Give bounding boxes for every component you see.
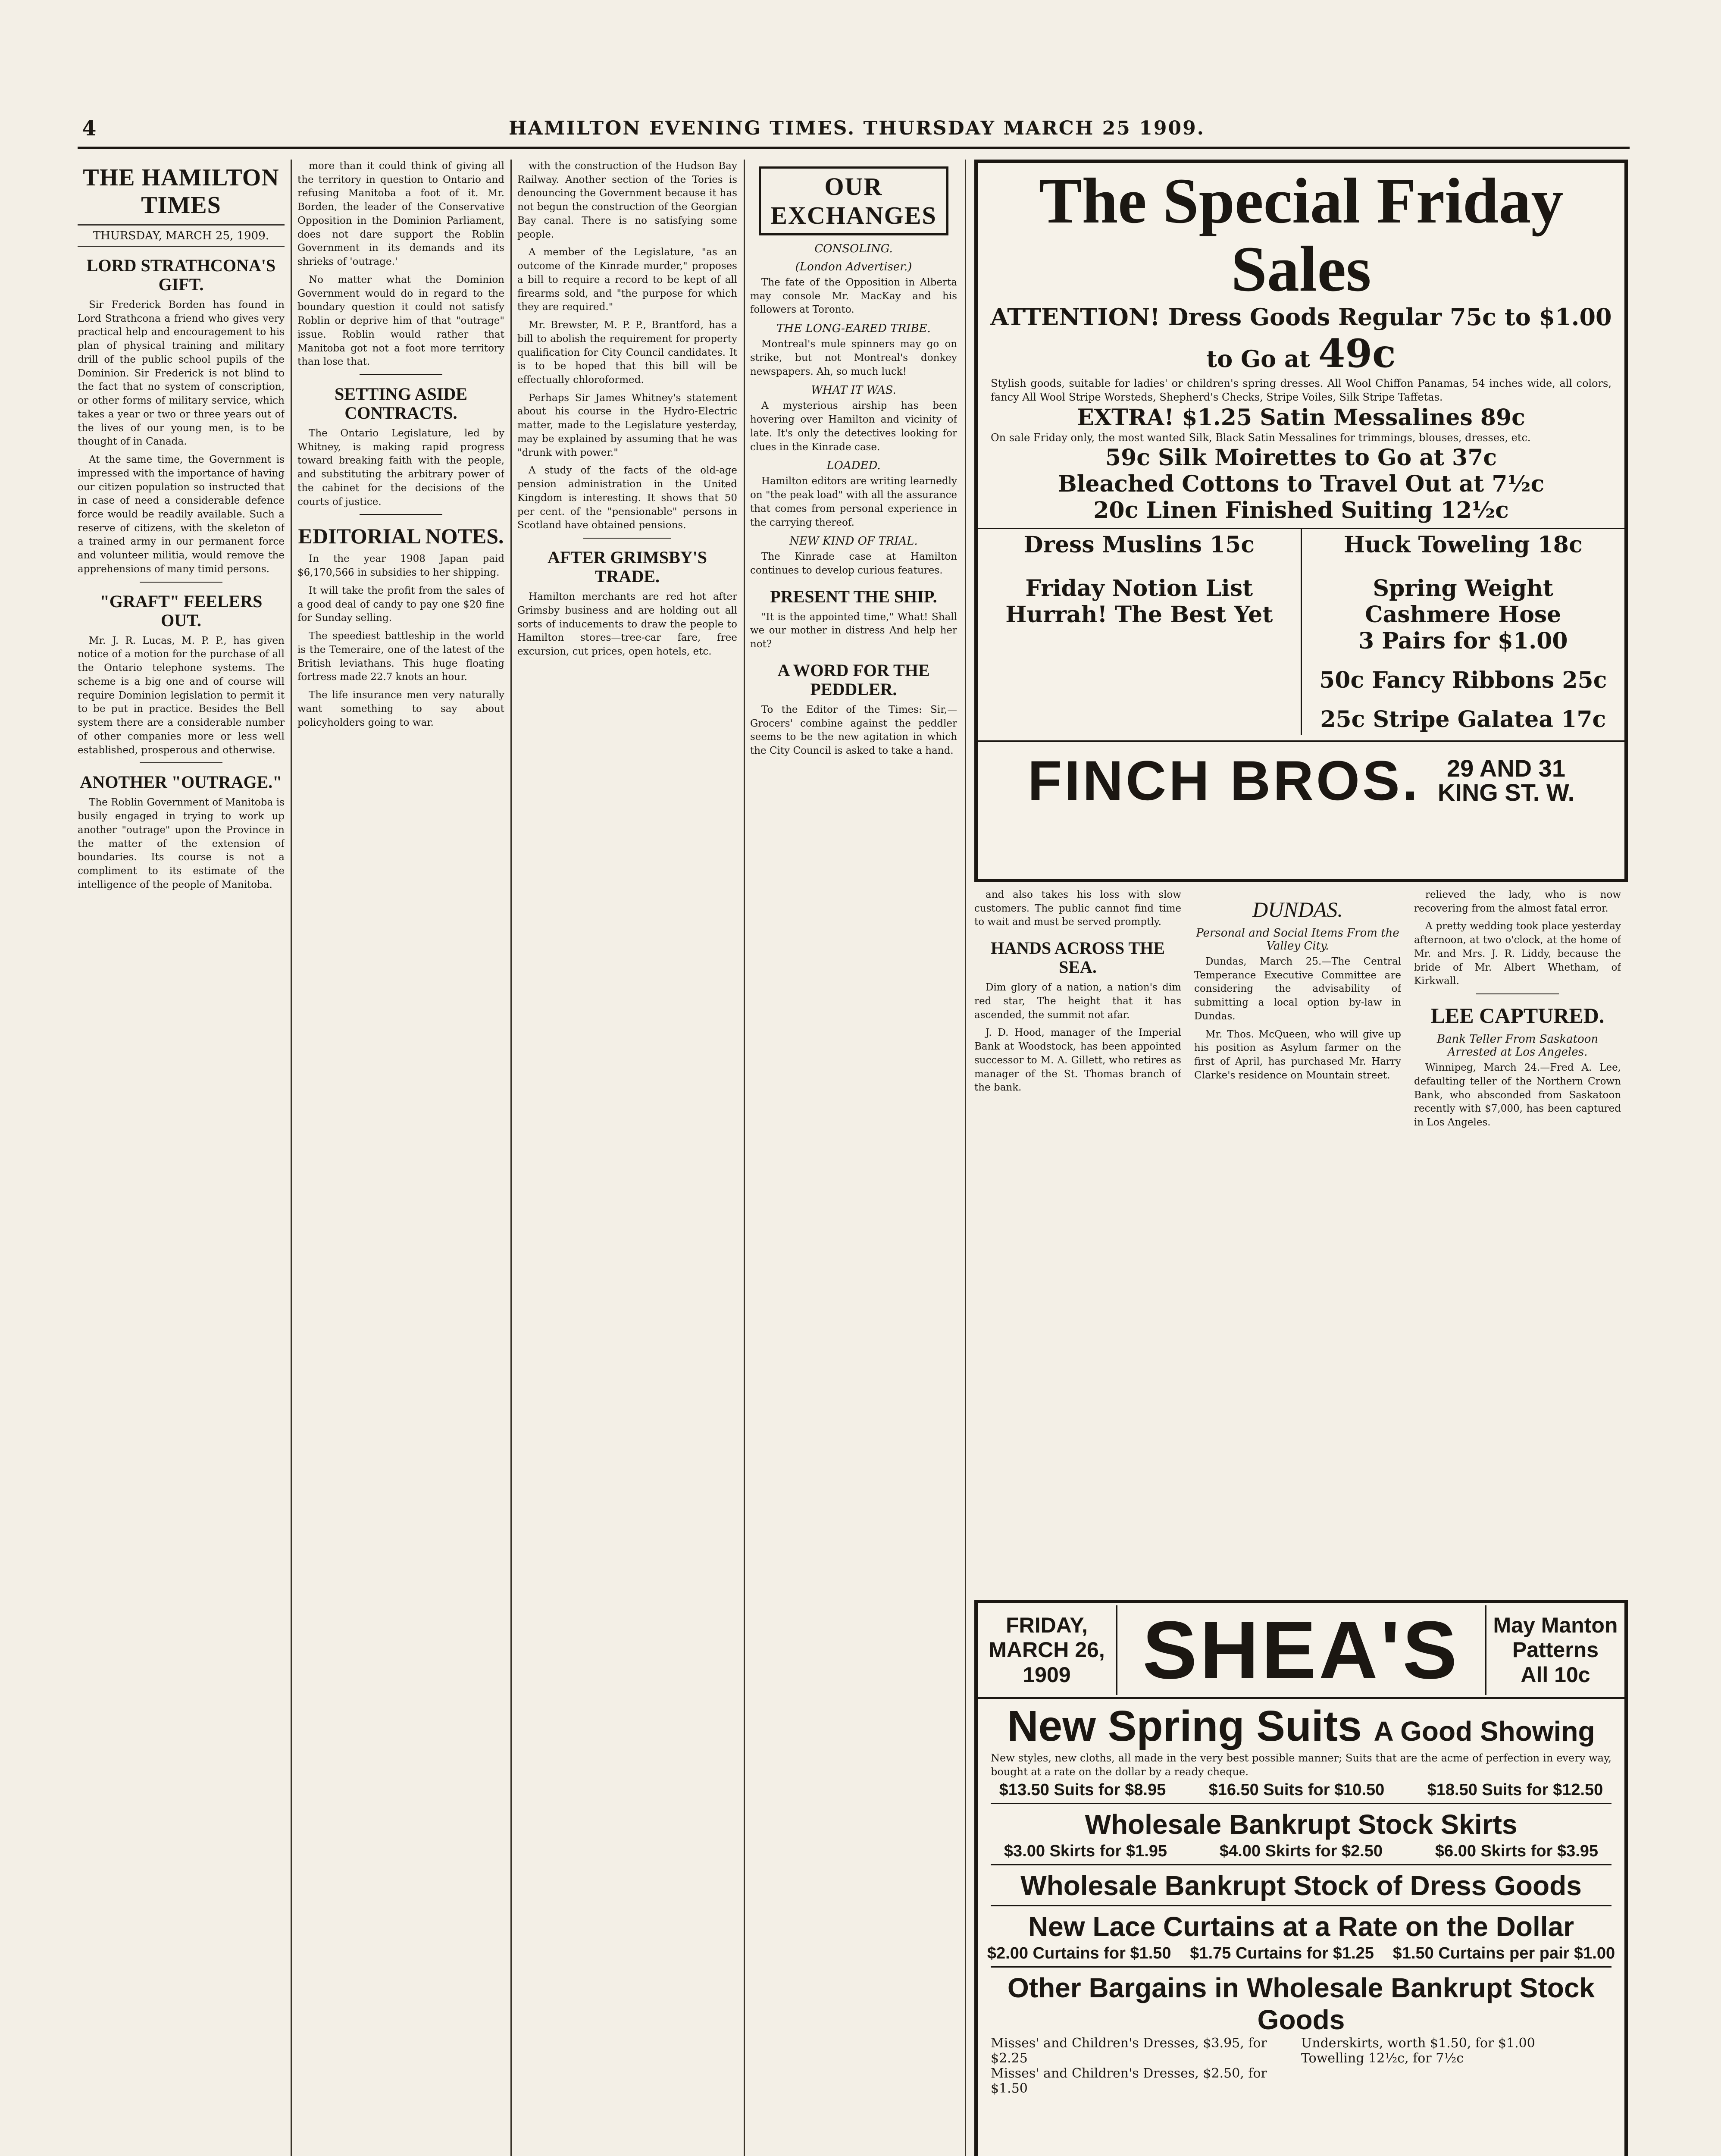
price-row	[978, 1944, 1624, 1963]
headline: AFTER GRIMSBY'S TRADE.	[547, 548, 707, 586]
paragraph: To the Editor of the Times: Sir,—Grocers' combine against the peddler seems to be the new agitation in which the City Council is asked to take a hand.	[750, 704, 957, 757]
ad-item: Spring Weight Cashmere Hose	[1365, 575, 1561, 628]
ad-section-title: Wholesale Bankrupt Stock of Dress Goods	[1020, 1870, 1582, 1901]
ad-header	[978, 1603, 1624, 1699]
ad-item: 3 Pairs for $1.00	[1358, 628, 1568, 655]
bargain-column	[991, 2036, 1301, 2096]
column-1	[78, 160, 285, 2156]
column-rule	[744, 160, 745, 2156]
ad-item: Bleached Cottons to Travel Out at 7½c	[1058, 471, 1545, 498]
paragraph: At the same time, the Government is impressed with the importance of having our citizen population so instructed that in case of need a considerable defence force would be readily available. Such a reserve of citizens, with the skeleton of a trained army in our permanent force and volunteer militia, would remove the apprehensions of many timid persons.	[78, 454, 285, 575]
headline: "GRAFT" FEELERS OUT.	[100, 591, 263, 630]
subhead: Personal and Social Items From the Valley City.	[1196, 927, 1399, 953]
section-title-main: New Spring Suits	[1007, 1702, 1362, 1750]
paragraph: A study of the facts of the old-age pension administration in the United Kingdom is interesting. It shows that 50 per cent. of the "pensionable" persons in Scotland have obtained pensions.	[517, 465, 737, 531]
nameplate: THE HAMILTON TIMES	[78, 160, 285, 226]
patterns-box	[1485, 1605, 1624, 1695]
ad-item: 50c Fancy Ribbons 25c	[1319, 667, 1607, 694]
date-line-2: MARCH 26, 1909	[989, 1638, 1105, 1687]
column-2	[297, 160, 504, 2156]
paragraph: Montreal's mule spinners may go on strike, but not Montreal's donkey newspapers. Ah, so much luck!	[750, 338, 957, 377]
paragraph: The Roblin Government of Manitoba is busily engaged in trying to work up another "outrage" upon the Province in the matter of the extension of boundaries. Its course is not a compliment to its estimate of the intelligence of the people of Manitoba.	[78, 797, 285, 890]
bargain-column	[1301, 2036, 1611, 2096]
divider	[991, 1966, 1611, 1968]
ad-section-title: Wholesale Bankrupt Stock Skirts	[1085, 1808, 1518, 1840]
ad-body: On sale Friday only, the most wanted Silk, Black Satin Messalines for trimmings, blouses, dresses, etc.	[991, 431, 1531, 444]
newspaper-page	[78, 108, 1630, 2156]
subhead: NEW KIND OF TRIAL.	[789, 535, 918, 548]
paragraph: with the construction of the Hudson Bay Railway. Another section of the Tories is denouncing the Government because it has not begun the construction of the Georgian Bay canal. There is no satisfying some people.	[517, 160, 737, 240]
ad-section-title: New Lace Curtains at a Rate on the Dollar	[1028, 1911, 1574, 1942]
price: $4.00 Skirts for $2.50	[1219, 1842, 1383, 1860]
paragraph: J. D. Hood, manager of the Imperial Bank at Woodstock, has been appointed successor to M. A. Gillett, who retires as manager of the St. Thomas branch of the bank.	[974, 1027, 1181, 1094]
paragraph: Dundas, March 25.—The Central Temperance Executive Committee are considering the advisability of submitting a local option by-law in Dundas.	[1194, 956, 1401, 1022]
subhead: Bank Teller From Saskatoon Arrested at Los Angeles.	[1436, 1033, 1599, 1059]
ad-cell	[1301, 529, 1625, 735]
attention-price: 49c	[1318, 331, 1396, 376]
ad-grid	[978, 528, 1624, 735]
paragraph: and also takes his loss with slow customers. The public cannot find time to wait and must be served promptly.	[974, 889, 1181, 928]
paragraph: The life insurance men very naturally want something to say about policyholders going to war.	[297, 689, 504, 728]
ad-section-title: Other Bargains in Wholesale Bankrupt Stock Goods	[1007, 1972, 1595, 2035]
paragraph: The fate of the Opposition in Alberta may console Mr. MacKay and his followers at Toronto.	[750, 277, 957, 316]
ad-body: New styles, new cloths, all made in the very best possible manner; Suits that are the acme of perfection in every way, bought at a rate on the dollar by a ready cheque.	[991, 1752, 1611, 1778]
paragraph: No matter what the Dominion Government would do in regard to the boundary question it could not satisfy Roblin or deprive him of that "outrage" issue. Roblin would rather that Manitoba got not a foot more territory than lose that.	[297, 274, 504, 368]
price: $1.50 Curtains per pair $1.00	[1392, 1944, 1615, 1962]
headline: SETTING ASIDE CONTRACTS.	[335, 384, 467, 423]
ad-cell	[978, 529, 1301, 735]
ad-item: Friday Notion List	[1025, 575, 1253, 602]
price: $16.50 Suits for $10.50	[1208, 1780, 1385, 1799]
subhead: THE LONG-EARED TRIBE.	[776, 322, 931, 335]
divider	[583, 538, 671, 539]
lower-column-3	[1414, 888, 1621, 1587]
bargain-item: Misses' and Children's Dresses, $2.50, for $1.50	[991, 2065, 1267, 2096]
paragraph: more than it could think of giving all the territory in question to Ontario and refusing Manitoba a foot of it. Mr. Borden, the leader of the Conservative Opposition in the Dominion Parliament, does not dare support the Roblin Government in its demands and its shrieks of 'outrage.'	[297, 160, 504, 268]
bargain-list	[978, 2036, 1624, 2096]
paragraph: Hamilton editors are writing learnedly on "the peak load" with all the assurance that comes from personal experience in the carrying thereof.	[750, 476, 957, 528]
store-name: FINCH BROS.	[1027, 749, 1421, 812]
divider	[140, 582, 222, 583]
date-line-1: FRIDAY,	[1006, 1613, 1088, 1637]
column-4	[750, 160, 957, 2156]
paragraph: Dim glory of a nation, a nation's dim red star, The height that it has ascended, the summit not afar.	[974, 982, 1181, 1021]
sheas-advertisement	[974, 1600, 1628, 2156]
ad-date	[978, 1605, 1117, 1695]
headline: PRESENT THE SHIP.	[770, 586, 937, 606]
paragraph: It will take the profit from the sales of a good deal of candy to pay one $20 fine for Sunday selling.	[297, 585, 504, 624]
masthead	[78, 108, 1630, 149]
ad-item: EXTRA! $1.25 Satin Messalines 89c	[1077, 404, 1525, 431]
ad-body: Stylish goods, suitable for ladies' or children's spring dresses. All Wool Chiffon Panamas, 54 inches wide, all colors, fancy All Wool Stripe Worsteds, Shepherd's Checks, Stripe Voiles, Silk Stripe Taffetas.	[991, 377, 1611, 404]
column-rule	[291, 160, 292, 2156]
subhead: CONSOLING.	[814, 242, 893, 255]
paragraph: Mr. Thos. McQueen, who will give up his position as Asylum farmer on the first of April, has purchased Mr. Harry Clarke's residence on Mountain street.	[1194, 1028, 1401, 1081]
price: $6.00 Skirts for $3.95	[1435, 1842, 1599, 1860]
divider	[1476, 993, 1559, 994]
divider	[991, 1864, 1611, 1865]
subhead: WHAT IT WAS.	[811, 384, 896, 397]
divider	[140, 762, 222, 763]
paragraph: relieved the lady, who is now recovering from the almost fatal error.	[1414, 889, 1621, 914]
finch-bros-advertisement	[974, 160, 1628, 882]
paragraph: The Ontario Legislature, led by Whitney, is making rapid progress toward breaking faith with the people, and substituting the arbitrary power of the cabinet for the decisions of the courts of justice.	[297, 428, 504, 508]
exchanges-box: OUR EXCHANGES	[759, 166, 948, 235]
paragraph: Sir Frederick Borden has found in Lord Strathcona a friend who gives very practical help and encouragement to his plan of physical training and military drill of the public school pupils of the Dominion. Sir Frederick is not blind to the fact that no system of conscription, or other forms of military service, which takes a year or two or three years out of the lives of our young men, is to be thought of in Canada.	[78, 299, 285, 448]
ad-section-title	[978, 1702, 1624, 1751]
subhead: LOADED.	[826, 459, 881, 473]
store-name: SHEA'S	[1142, 1604, 1460, 1696]
lower-column-1	[974, 888, 1181, 1587]
ad-attention-line	[978, 303, 1624, 376]
price-row	[978, 1842, 1624, 1861]
ad-item: Huck Toweling 18c	[1343, 532, 1583, 558]
price: $3.00 Skirts for $1.95	[1004, 1842, 1167, 1860]
paragraph: "It is the appointed time," What! Shall we our mother in distress And help her not?	[750, 611, 957, 650]
headline: ANOTHER "OUTRAGE."	[80, 772, 282, 792]
attention-text: ATTENTION! Dress Goods Regular 75c to $1.00 to Go at	[990, 303, 1612, 373]
section-title-aside: A Good Showing	[1374, 1716, 1595, 1747]
ad-signature	[978, 740, 1624, 813]
patterns-line-1: May Manton Patterns	[1493, 1613, 1618, 1662]
headline: HANDS ACROSS THE SEA.	[991, 938, 1165, 977]
paragraph: The Kinrade case at Hamilton continues to develop curious features.	[750, 551, 957, 577]
bargain-item: Underskirts, worth $1.50, for $1.00	[1301, 2035, 1535, 2051]
ad-item: 20c Linen Finished Suiting 12½c	[1093, 497, 1509, 524]
bargain-item: Misses' and Children's Dresses, $3.95, for $2.25	[991, 2035, 1267, 2066]
paragraph: A member of the Legislature, "as an outcome of the Kinrade murder," proposes a bill to require a record to be kept of all firearms sold, and "the purpose for which they are required."	[517, 247, 737, 313]
price: $2.00 Curtains for $1.50	[987, 1944, 1171, 1962]
price: $1.75 Curtains for $1.25	[1190, 1944, 1374, 1962]
headline: LORD STRATHCONA'S GIFT.	[86, 256, 276, 294]
bargain-item: Towelling 12½c, for 7½c	[1301, 2050, 1464, 2066]
paragraph: Winnipeg, March 24.—Fred A. Lee, defaulting teller of the Northern Crown Bank, who absconded from Saskatoon recently with $7,000, has been captured in Los Angeles.	[1414, 1062, 1621, 1128]
price: $13.50 Suits for $8.95	[999, 1780, 1166, 1799]
divider	[360, 514, 442, 515]
paragraph: Mr. Brewster, M. P. P., Brantford, has a bill to abolish the requirement for property qualification for City Council candidates. It is to be hoped that this bill will be effectually chloroformed.	[517, 320, 737, 386]
dateline: THURSDAY, MARCH 25, 1909.	[78, 226, 285, 247]
column-rule	[965, 160, 966, 2156]
paragraph: Mr. J. R. Lucas, M. P. P., has given notice of a motion for the purchase of all the Ontario telephone systems. The scheme is a big one and of course will require Dominion legislation to permit it to be put in practice. Besides the Bell system there are a considerable number of other companies more or less well established, prosperous and otherwise.	[78, 635, 285, 756]
ad-item: Dress Muslins 15c	[1023, 532, 1255, 558]
column-3	[517, 160, 737, 2156]
paragraph: A pretty wedding took place yesterday afternoon, at two o'clock, at the home of Mr. and Mrs. J. R. Liddy, because the bride of Mr. Albert Whetham, of Kirkwall.	[1414, 921, 1621, 987]
lower-column-2	[1194, 888, 1401, 1587]
masthead-line: HAMILTON EVENING TIMES. THURSDAY MARCH 25 1909.	[509, 117, 1205, 139]
ad-item: 25c Stripe Galatea 17c	[1320, 706, 1606, 733]
price: $18.50 Suits for $12.50	[1427, 1780, 1603, 1799]
column-rule	[510, 160, 512, 2156]
address-line-1: 29 AND 31	[1447, 755, 1565, 782]
paragraph: A mysterious airship has been hovering over Hamilton and vicinity of late. It's only the detectives looking for clues in the Kinrade case.	[750, 400, 957, 453]
ad-item: Hurrah! The Best Yet	[1005, 602, 1273, 628]
patterns-line-2: All 10c	[1521, 1662, 1590, 1687]
paragraph: Perhaps Sir James Whitney's statement about his course in the Hydro-Electric matter, made to the Legislature yesterday, may be explained by assuming that he was "drunk with power."	[517, 392, 737, 458]
divider	[991, 1803, 1611, 1804]
divider	[991, 1905, 1611, 1906]
ad-item: 59c Silk Moirettes to Go at 37c	[1105, 445, 1497, 471]
paragraph: In the year 1908 Japan paid $6,170,566 in subsidies to her shipping.	[297, 553, 504, 579]
address-line-2: KING ST. W.	[1437, 779, 1575, 806]
page-number: 4	[82, 116, 97, 141]
paragraph: Hamilton merchants are red hot after Grimsby business and are holding out all sorts of inducements to draw the people to Hamilton stores—tree-car fare, free excursion, cut prices, open hotels, etc.	[517, 591, 737, 658]
price-row	[978, 1781, 1624, 1799]
headline: LEE CAPTURED.	[1430, 1003, 1605, 1028]
headline: EDITORIAL NOTES.	[298, 524, 504, 548]
headline: DUNDAS.	[1252, 897, 1343, 921]
headline: A WORD FOR THE PEDDLER.	[777, 660, 930, 699]
store-address	[1438, 756, 1574, 805]
paragraph: The speediest battleship in the world is the Temeraire, one of the latest of the British leviathans. This huge floating fortress made 22.7 knots an hour.	[297, 630, 504, 683]
divider	[360, 374, 442, 375]
source-line: (London Advertiser.)	[795, 260, 912, 273]
ad-title: The Special Friday Sales	[1039, 165, 1564, 305]
